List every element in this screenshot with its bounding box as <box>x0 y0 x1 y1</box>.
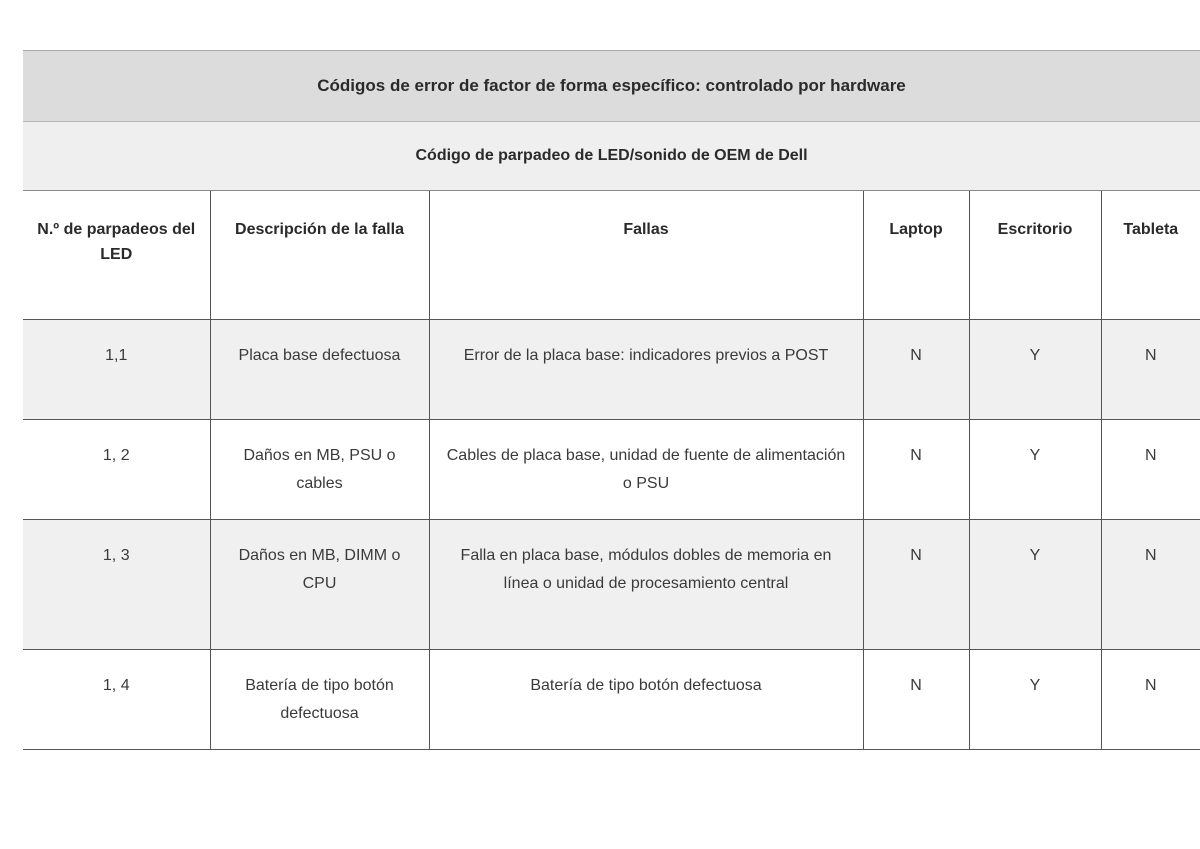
cell-desktop: Y <box>969 420 1101 520</box>
table-row <box>23 320 1200 420</box>
error-codes-table-container <box>23 50 1200 750</box>
cell-tablet: N <box>1101 320 1200 420</box>
cell-faults: Error de la placa base: indicadores previos a POST <box>429 320 863 420</box>
cell-laptop: N <box>863 420 969 520</box>
cell-led-blinks: 1,1 <box>23 320 210 420</box>
column-header-desktop: Escritorio <box>969 191 1101 320</box>
table-subtitle-row <box>23 122 1200 191</box>
cell-laptop: N <box>863 520 969 650</box>
column-header-laptop: Laptop <box>863 191 969 320</box>
cell-fault-description: Daños en MB, DIMM o CPU <box>210 520 429 650</box>
cell-desktop: Y <box>969 320 1101 420</box>
table-row <box>23 420 1200 520</box>
cell-led-blinks: 1, 2 <box>23 420 210 520</box>
cell-fault-description: Placa base defectuosa <box>210 320 429 420</box>
cell-fault-description: Daños en MB, PSU o cables <box>210 420 429 520</box>
cell-led-blinks: 1, 4 <box>23 650 210 750</box>
cell-laptop: N <box>863 320 969 420</box>
cell-tablet: N <box>1101 520 1200 650</box>
cell-faults: Falla en placa base, módulos dobles de memoria en línea o unidad de procesamiento central <box>429 520 863 650</box>
cell-led-blinks: 1, 3 <box>23 520 210 650</box>
cell-faults: Batería de tipo botón defectuosa <box>429 650 863 750</box>
table-subtitle: Código de parpadeo de LED/sonido de OEM de Dell <box>23 122 1200 191</box>
cell-tablet: N <box>1101 420 1200 520</box>
column-header-faults: Fallas <box>429 191 863 320</box>
cell-laptop: N <box>863 650 969 750</box>
column-header-row <box>23 191 1200 320</box>
column-header-tablet: Tableta <box>1101 191 1200 320</box>
error-codes-table <box>23 50 1200 750</box>
cell-fault-description: Batería de tipo botón defectuosa <box>210 650 429 750</box>
table-title: Códigos de error de factor de forma específico: controlado por hardware <box>23 51 1200 122</box>
cell-tablet: N <box>1101 650 1200 750</box>
cell-desktop: Y <box>969 520 1101 650</box>
table-row <box>23 650 1200 750</box>
table-title-row <box>23 51 1200 122</box>
column-header-led-blinks: N.º de parpadeos del LED <box>23 191 210 320</box>
table-row <box>23 520 1200 650</box>
cell-desktop: Y <box>969 650 1101 750</box>
column-header-fault-description: Descripción de la falla <box>210 191 429 320</box>
cell-faults: Cables de placa base, unidad de fuente de alimentación o PSU <box>429 420 863 520</box>
